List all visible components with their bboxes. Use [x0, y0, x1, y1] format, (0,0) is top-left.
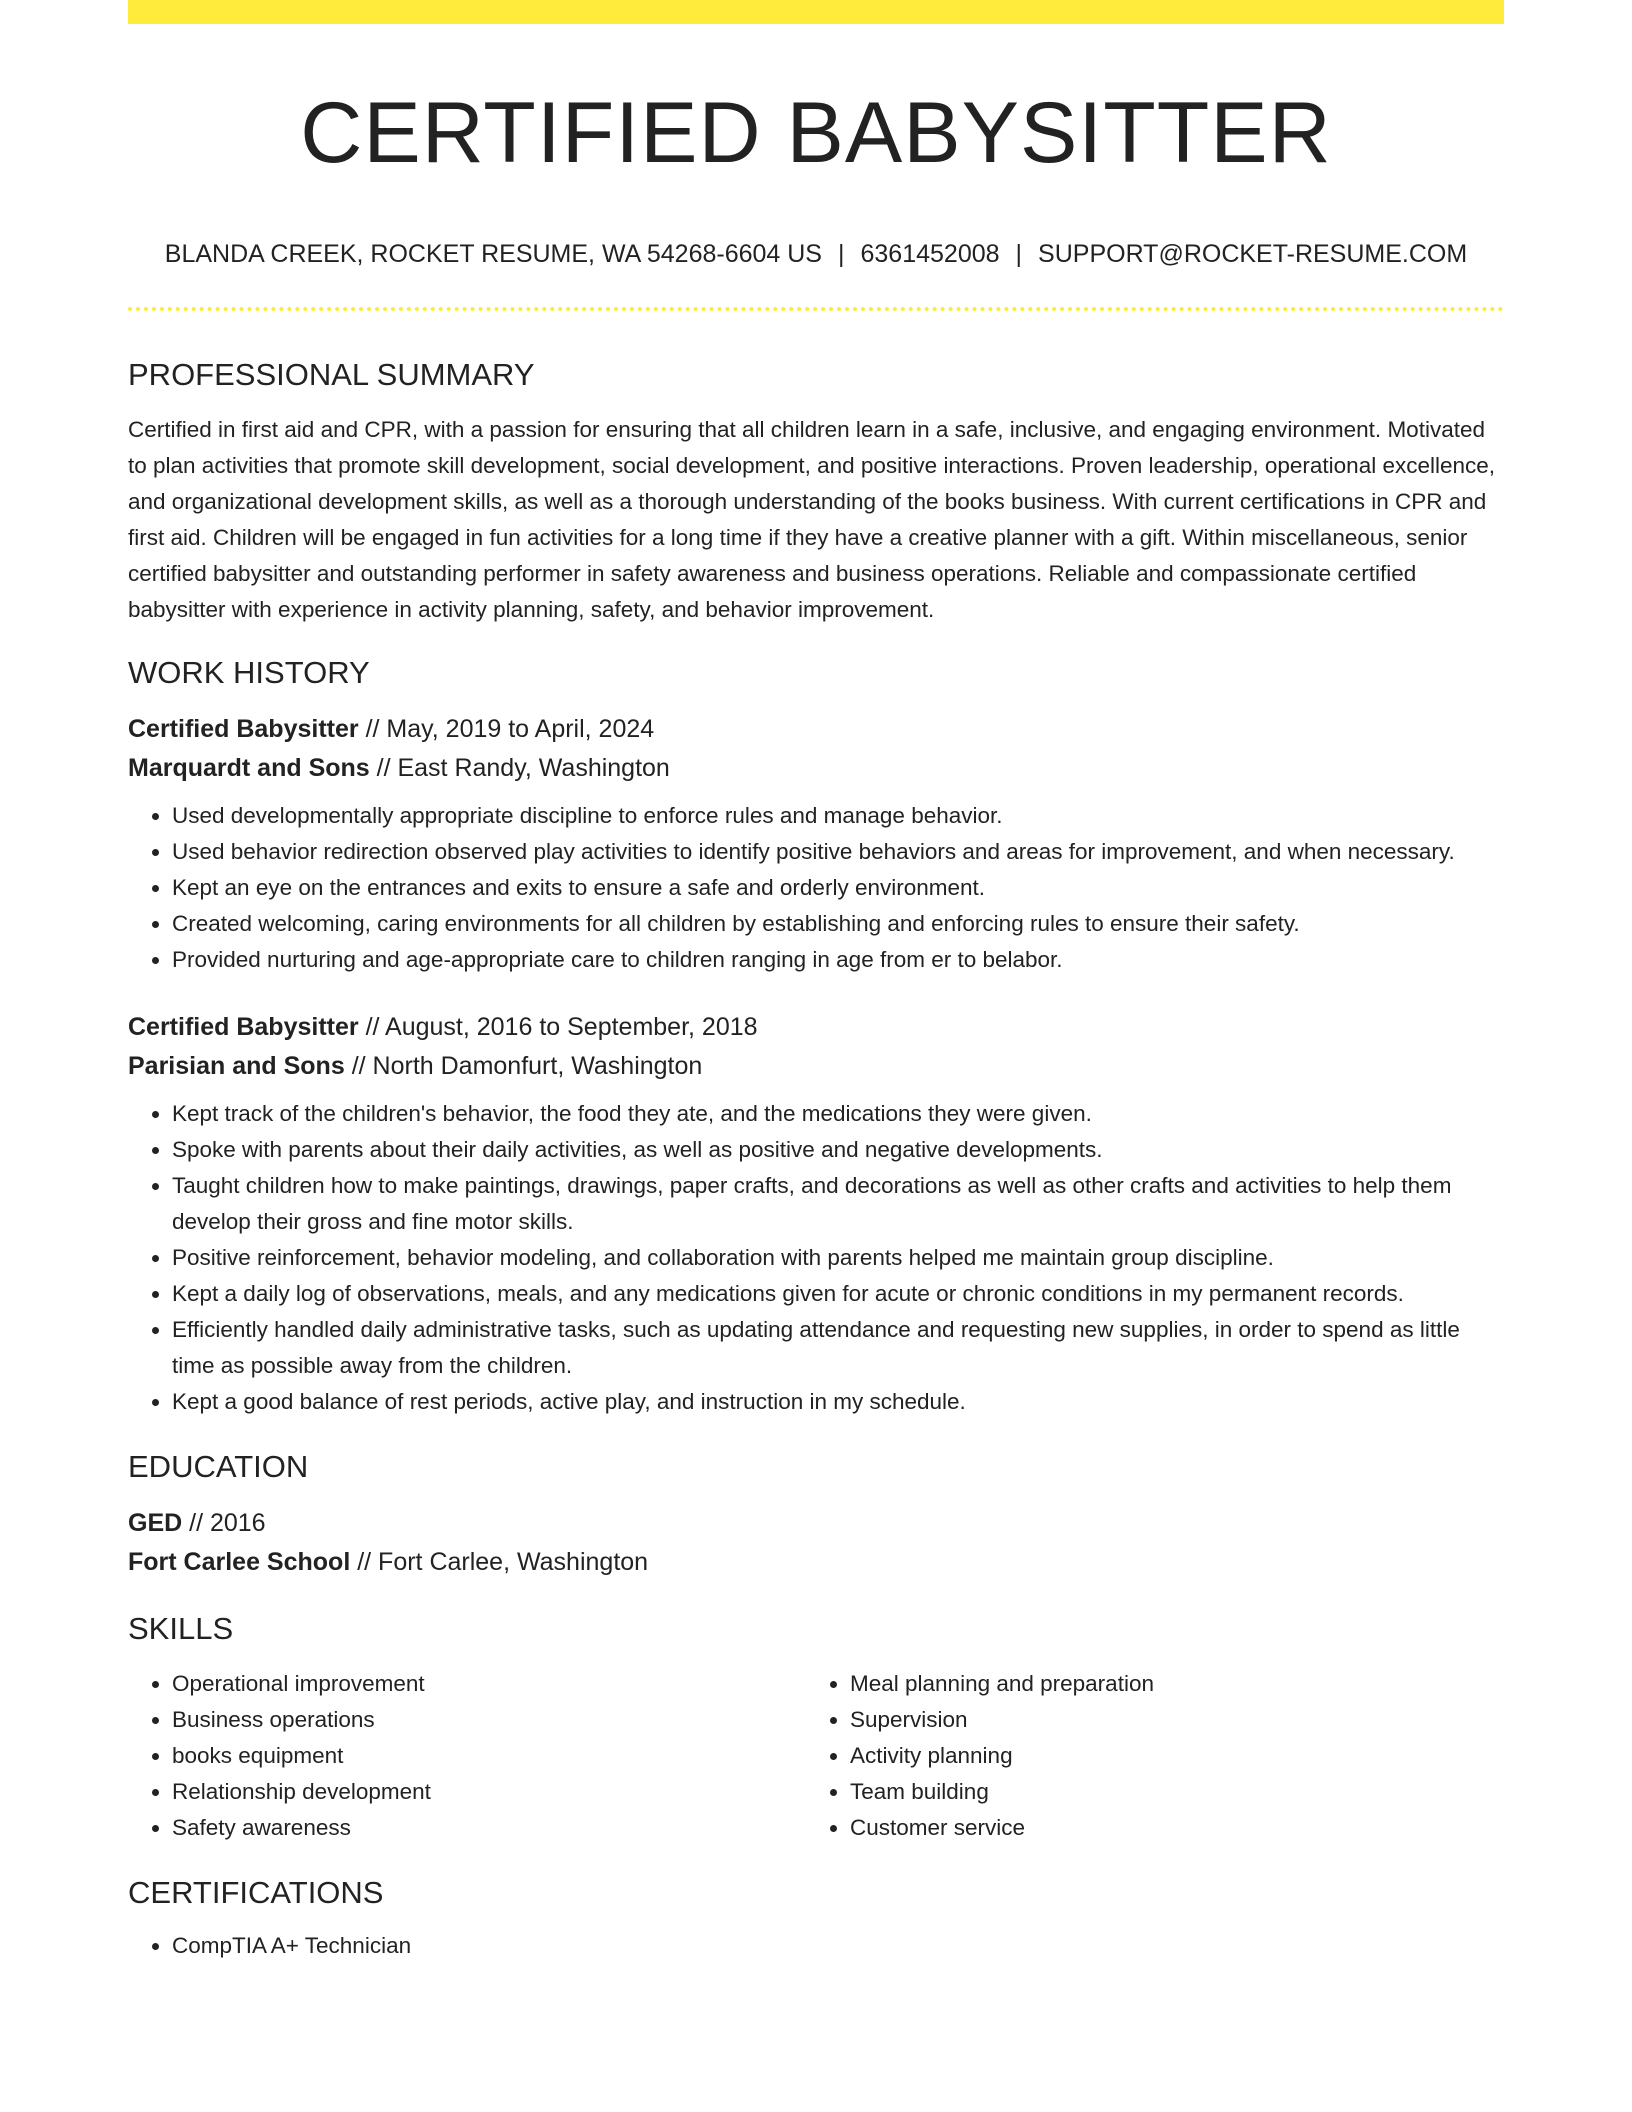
job-bullet: • Created welcoming, caring environments for all children by establishing and enforcing rules to ensure their safety. — [172, 906, 1504, 942]
job-bullet: • Kept an eye on the entrances and exits to ensure a safe and orderly environment. — [172, 870, 1504, 906]
job-title: Certified Babysitter — [128, 715, 359, 743]
school-name: Fort Carlee School — [128, 1548, 351, 1576]
dotted-divider — [128, 307, 1504, 311]
summary-text: Certified in first aid and CPR, with a passion for ensuring that all children learn in a safe, inclusive, and engaging environment. Motivated to plan activities that promote skill development, social development, and positive interactions. Proven leadership, operational excellence, and organizational development skills, as well as a thorough understanding of the books business. With current certifications in CPR and first aid. Children will be engaged in fun activities for a long time if they have a creative planner with a gift. Within miscellaneous, senior certified babysitter and outstanding performer in safety awareness and business operations. Reliable and compassionate certified babysitter with experience in activity planning, safety, and behavior improvement. — [128, 417, 1496, 622]
job-entry — [128, 1008, 1504, 1420]
contact-separator: | — [838, 240, 845, 268]
skill-item: • Relationship development — [172, 1774, 806, 1810]
job-dates: // May, 2019 to April, 2024 — [358, 715, 655, 743]
summary-heading: PROFESSIONAL SUMMARY — [128, 357, 535, 392]
address: BLANDA CREEK, ROCKET RESUME, WA 54268-6604 US — [164, 240, 822, 268]
certifications-list — [128, 1928, 1504, 1964]
contact-line — [128, 236, 1504, 272]
degree: GED — [128, 1509, 183, 1537]
school-line — [128, 1543, 1504, 1582]
job-bullets — [128, 798, 1504, 978]
skills-right-list — [806, 1666, 1484, 1846]
certification-item: • CompTIA A+ Technician — [172, 1928, 1504, 1964]
skill-item: • Activity planning — [850, 1738, 1484, 1774]
skills-heading: SKILLS — [128, 1611, 234, 1646]
job-bullets — [128, 1096, 1504, 1420]
resume-content — [128, 350, 1504, 1964]
job-bullet: • Provided nurturing and age-appropriate care to children ranging in age from er to belabor. — [172, 942, 1504, 978]
job-bullet: • Used behavior redirection observed play activities to identify positive behaviors and areas for improvement, and when necessary. — [172, 834, 1504, 870]
job-company: Parisian and Sons — [128, 1052, 345, 1080]
skill-item: • books equipment — [172, 1738, 806, 1774]
education-section — [128, 1442, 1504, 1582]
skill-item: • Business operations — [172, 1702, 806, 1738]
skill-item: • Customer service — [850, 1810, 1484, 1846]
job-bullet: • Kept a good balance of rest periods, active play, and instruction in my schedule. — [172, 1384, 1504, 1420]
skills-columns — [128, 1666, 1504, 1846]
degree-line — [128, 1504, 1504, 1543]
education-heading: EDUCATION — [128, 1449, 309, 1484]
phone: 6361452008 — [860, 240, 1000, 268]
contact-separator: | — [1015, 240, 1023, 268]
skill-item: • Supervision — [850, 1702, 1484, 1738]
job-bullet: • Taught children how to make paintings, drawings, paper crafts, and decorations as well as other crafts and activities to help them develop their gross and fine motor skills. — [172, 1168, 1504, 1240]
job-title-line — [128, 1008, 1504, 1047]
accent-top-bar — [128, 0, 1504, 24]
job-location: // East Randy, Washington — [369, 754, 670, 782]
job-title: Certified Babysitter — [128, 1013, 359, 1041]
job-bullet: • Kept a daily log of observations, meals, and any medications given for acute or chronic conditions in my permanent records. — [172, 1276, 1504, 1312]
job-bullet: • Used developmentally appropriate discipline to enforce rules and manage behavior. — [172, 798, 1504, 834]
school-location: // Fort Carlee, Washington — [350, 1548, 649, 1576]
certifications-heading: CERTIFICATIONS — [128, 1875, 384, 1910]
certifications-section — [128, 1868, 1504, 1964]
job-bullet: • Positive reinforcement, behavior modeling, and collaboration with parents helped me maintain group discipline. — [172, 1240, 1504, 1276]
job-company: Marquardt and Sons — [128, 754, 370, 782]
job-bullet: • Spoke with parents about their daily activities, as well as positive and negative developments. — [172, 1132, 1504, 1168]
skill-item: • Team building — [850, 1774, 1484, 1810]
job-bullet: • Kept track of the children's behavior, the food they ate, and the medications they were given. — [172, 1096, 1504, 1132]
job-company-line — [128, 749, 1504, 788]
skill-item: • Safety awareness — [172, 1810, 806, 1846]
skills-section — [128, 1604, 1504, 1846]
job-location: // North Damonfurt, Washington — [344, 1052, 703, 1080]
job-entry — [128, 710, 1504, 978]
skill-item: • Meal planning and preparation — [850, 1666, 1484, 1702]
work-history-heading: WORK HISTORY — [128, 655, 370, 690]
job-bullet: • Efficiently handled daily administrative tasks, such as updating attendance and requesting new supplies, in order to spend as little time as possible away from the children. — [172, 1312, 1504, 1384]
job-title-line — [128, 710, 1504, 749]
skill-item: • Operational improvement — [172, 1666, 806, 1702]
degree-year: // 2016 — [182, 1509, 266, 1537]
skills-left-list — [128, 1666, 806, 1846]
candidate-name: CERTIFIED BABYSITTER — [300, 85, 1332, 181]
email-link[interactable]: SUPPORT@ROCKET-RESUME.COM — [1038, 240, 1468, 268]
job-company-line — [128, 1047, 1504, 1086]
job-dates: // August, 2016 to September, 2018 — [358, 1013, 758, 1041]
